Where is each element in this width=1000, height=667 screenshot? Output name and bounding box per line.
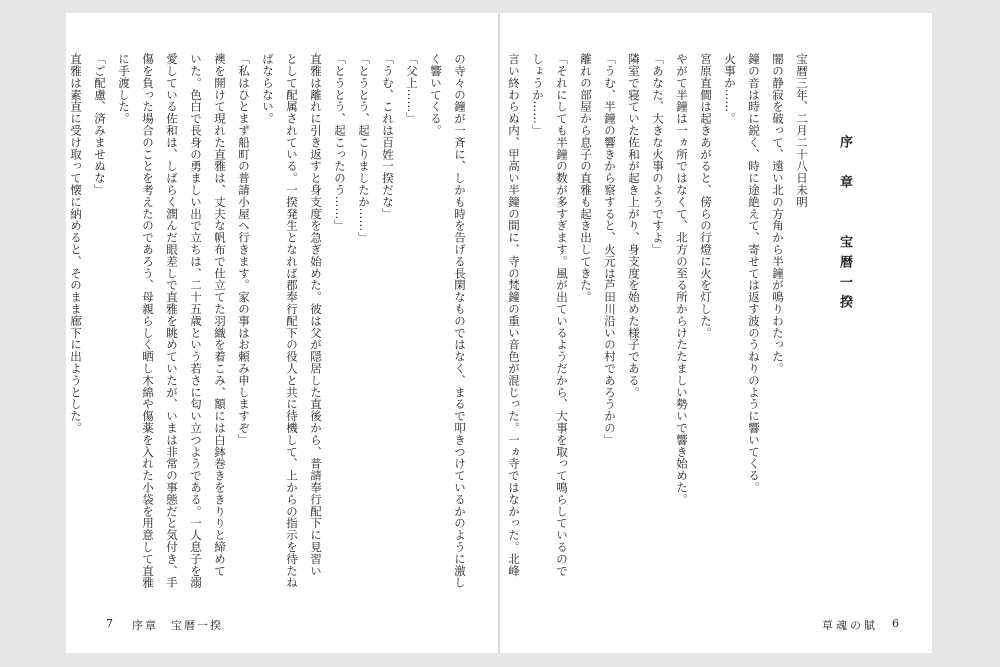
right-page <box>500 13 932 653</box>
text-line: く響いてくる。 <box>429 53 443 137</box>
text-line: 直雅は素直に受け取って懐に納めると、そのまま廊下に出ようとした。 <box>69 53 83 434</box>
text-line: 火事か……。 <box>723 53 737 125</box>
left-page <box>66 13 498 653</box>
text-line: 「私はひとまず船町の普請小屋へ行きます。家の事はお頼み申しますぞ」 <box>237 53 251 446</box>
text-line: 「それにしても半鐘の数が多すぎます。風が出ているようだから、大事を取って鳴らしているので <box>555 53 569 577</box>
text-line: 宝暦三年、二月二十八日未明 <box>795 53 809 208</box>
text-line: ばならない。 <box>261 53 275 125</box>
text-line: 傷を負った場合のことを考えたのであろう、母親らしく晒し木綿や傷薬を入れた小袋を用意して直雅 <box>141 53 155 589</box>
text-line: 「ご配慮、済みませぬな」 <box>93 53 107 196</box>
text-line: しょうか……」 <box>531 53 545 137</box>
text-line: 襖を開けて現れた直雅は、丈夫な帆布で仕立てた羽織を着こみ、額には白鉢巻きをきりりと締めて <box>213 53 227 577</box>
text-line: 「あなた、大きな火事のようですよ」 <box>651 53 665 256</box>
page-number: 7 <box>106 617 114 630</box>
right-page-text <box>507 53 858 593</box>
text-line: の寺々の鐘が一斉に、しかも時を告げる長閑なものではなく、まるで叩きつけているかのように激し <box>453 53 467 589</box>
text-line: いた。色白で長身の勇ましい出で立ちは、二十五歳という若さに匂い立つようである。一人息子を溺 <box>189 53 203 589</box>
page-number: 6 <box>892 617 900 630</box>
text-line: 宮原直僴は起きあがると、傍らの行燈に火を灯した。 <box>699 53 713 339</box>
text-line: 直雅は離れに引き返すと身支度を急ぎ始めた。彼は父が隠居した直後から、普請奉行配下に見習い <box>309 53 323 577</box>
text-line: 隣室で寝ていた佐和が起き上がり、身支度を始めた様子である。 <box>627 53 641 399</box>
chapter-heading: 序 章 宝暦一揆 <box>837 135 852 315</box>
text-line: 言い終わらぬ内、甲高い半鐘の間に、寺の梵鐘の重い音色が混じった。一ヵ寺ではなかった。北峰 <box>507 53 521 577</box>
text-line: 鐘の音は時に鋭く、時に途絶えて、寄せては返す波のうねりのように響いてくる。 <box>747 53 761 494</box>
text-line: 「とうとう、起こったのう……」 <box>333 53 347 232</box>
text-line: として配属されている。一揆発生となれば郡奉行配下の役人と共に待機して、上からの指示を待たね <box>285 53 299 589</box>
book-spread <box>66 13 932 653</box>
text-line: 「父上……」 <box>405 53 419 125</box>
text-line: 「とうとう、起こりましたか……」 <box>357 53 371 244</box>
text-line: 「うむ、これは百姓一揆だな」 <box>381 53 395 220</box>
text-line: 「うむ、半鐘の響きから察すると、火元は芦田川沿いの村であろうかの」 <box>603 53 617 446</box>
running-head: 序章 宝暦一揆 <box>132 619 223 632</box>
text-line: 離れの部屋から息子の直雅も起き出してきた。 <box>579 53 593 303</box>
text-line: 闇の静寂を破って、遠い北の方角から半鐘が鳴りわたった。 <box>771 53 785 375</box>
text-line: やがて半鐘は一ヵ所ではなくて、北方の至る所からけたたましい勢いで響き始めた。 <box>675 53 689 506</box>
running-head: 草魂の賦 <box>822 619 878 632</box>
left-page-text <box>69 53 472 593</box>
text-line: に手渡した。 <box>117 53 131 125</box>
text-line: 愛している佐和は、しばらく潤んだ眼差しで直雅を眺めていたが、いまは非常の事態だと気付き、手 <box>165 53 179 589</box>
